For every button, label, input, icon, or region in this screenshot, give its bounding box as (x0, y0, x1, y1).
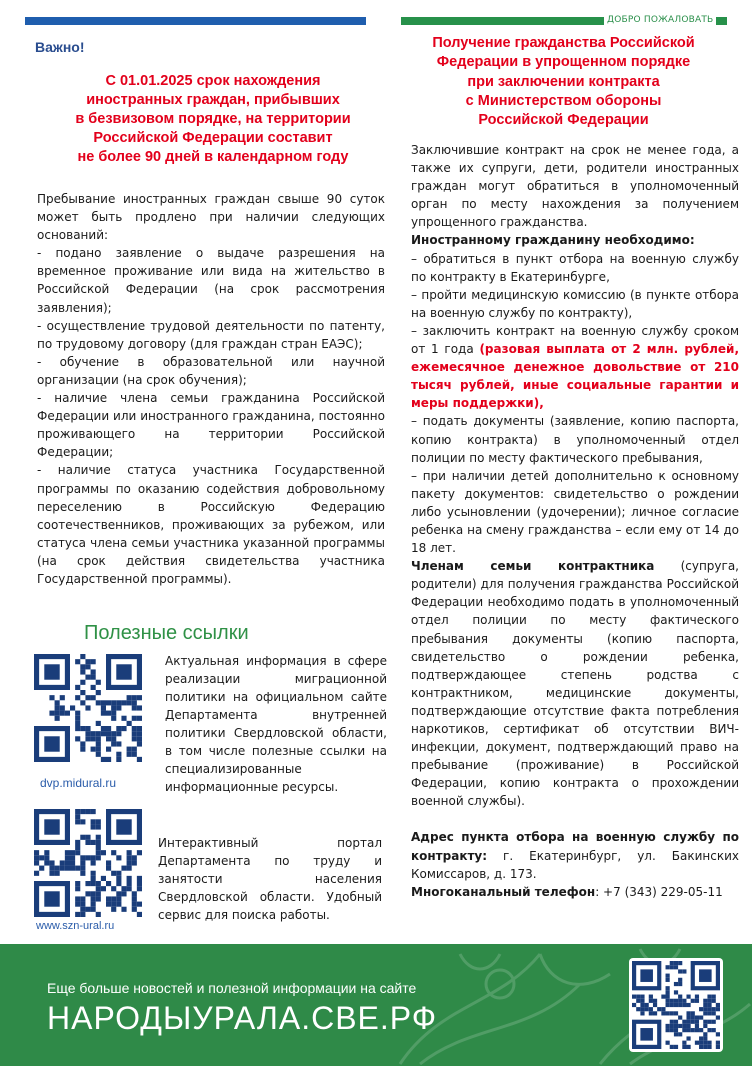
title-line: Федерации в упрощенном порядке (436, 54, 691, 71)
phone-label: Многоканальный телефон (411, 884, 596, 899)
qr-code-footer[interactable] (629, 958, 723, 1052)
step (411, 322, 739, 412)
step-text: – заключить контракт на военную службу сроком от 1 года (411, 323, 739, 357)
footer-site-link[interactable]: НАРОДЫУРАЛА.СВЕ.РФ (47, 1000, 438, 1036)
link-szn-ural[interactable]: www.szn-ural.ru (36, 920, 115, 932)
paragraph: - осуществление трудовой деятельности по патенту, по трудовому договору (для граждан стран ЕАЭС); (37, 318, 385, 351)
important-heading: Важно! (35, 39, 85, 55)
useful-links-title: Полезные ссылки (84, 622, 249, 644)
phone-value: : +7 (343) 229-05-11 (595, 884, 723, 899)
address-label: Адрес пункта отбора на военную службу по контракту: (411, 830, 739, 863)
citizenship-text (411, 141, 739, 901)
title-line: Получение гражданства Российской (432, 35, 695, 51)
step: – обратиться в пункт отбора на военную службу по контракту в Екатеринбурге, (411, 251, 739, 284)
top-blue-bar (25, 17, 366, 25)
qr-code-szn[interactable] (34, 809, 142, 917)
family-paragraph (411, 557, 739, 810)
link-description: Актуальная информация в сфере реализации миграционной политики на официальном сайте Департамента внутренней политики Свердловской области, в том числе полезные ссылки на специализированные информационные ресурсы. (165, 654, 387, 794)
intro-paragraph: Заключившие контракт на срок не менее года, а также их супруги, дети, родители иностранных граждан могут обратиться в уполномоченный орган по месту нахождения за получением упрощенного гражданства. (411, 143, 739, 230)
paragraph: - подано заявление о выдаче разрешения на временное проживание или вида на жительство в Российской Федерации (на срок рассмотрения заявления); (37, 246, 385, 315)
link-description: Интерактивный портал Департамента по труду и занятости населения Свердловской области. Удобный сервис для поиска работы. (158, 836, 382, 922)
link-dvp-midural[interactable]: dvp.midural.ru (40, 776, 117, 790)
family-text: (супруга, родители) для получения гражданства Российской Федерации необходимо подать в уполномоченный отдел полиции по месту фактического пребывания документы (копию паспорта, свидетельство о рождении ребенка, подтверждающее степень родства с контрактником, медицинские документы, подтверждающие отсутствие факта потребления наркотиков, сертификат об отсутствии ВИЧ-инфекции, документ, подтверждающий право на пребывание (проживание) в Российской Федерации, копию контракта о прохождении военной службы). (411, 559, 739, 809)
address-paragraph (411, 828, 739, 882)
step: – пройти медицинскую комиссию (в пункте отбора на военную службу по контракту), (411, 287, 739, 320)
warning-line: в безвизовом порядке, на территории (75, 111, 351, 127)
paragraph: - наличие статуса участника Государственной программы по оказанию содействия добровольному переселению в Российскую Федерацию соотечественников, проживающих за рубежом, или статуса члена семьи участника указанной программы (на срок действия свидетельства участника Государственной программы). (37, 463, 385, 586)
paragraph: Пребывание иностранных граждан свыше 90 суток может быть продлено при наличии следующих оснований: (37, 192, 385, 243)
footer-caption: Еще больше новостей и полезной информации на сайте (47, 980, 417, 996)
title-line: при заключении контракта (467, 73, 660, 90)
comma: , (539, 396, 544, 411)
payment-highlight: (разовая выплата от 2 млн. рублей, ежемесячное денежное довольствие от 210 тысяч рублей, иные социальные гарантии и меры поддержки) (411, 342, 739, 411)
address-value: г. Екатеринбург, ул. Бакинских Комиссаров, д. 173. (411, 848, 739, 881)
warning-heading (38, 72, 388, 167)
title-line: Российской Федерации (478, 112, 649, 129)
family-label: Членам семьи контрактника (411, 559, 655, 574)
extension-grounds-text (37, 190, 385, 588)
requirements-heading: Иностранному гражданину необходимо: (411, 233, 695, 248)
qr-code-dvp[interactable] (34, 654, 142, 762)
warning-line: иностранных граждан, прибывших (86, 92, 340, 108)
paragraph: - обучение в образовательной или научной организации (на срок обучения); (37, 354, 385, 387)
paragraph: - наличие члена семьи гражданина Российской Федерации или иностранного гражданина, постоянно проживающего на территории Российской Федерации; (37, 391, 385, 460)
welcome-label: ДОБРО ПОЖАЛОВАТЬ (604, 15, 716, 25)
warning-line: С 01.01.2025 срок нахождения (105, 73, 321, 89)
step: – при наличии детей дополнительно к основному пакету документов: свидетельство о рождении либо усыновлении (удочерении); личное согласие ребенка на смену гражданства – если ему от 14 до 18 лет. (411, 468, 739, 556)
step: – подать документы (заявление, копию паспорта, копию контракта) в уполномоченный отдел полиции по месту фактического пребывания, (411, 414, 739, 465)
warning-line: не более 90 дней в календарном году (77, 149, 349, 165)
phone-paragraph (411, 883, 739, 901)
warning-line: Российской Федерации составит (93, 130, 333, 146)
citizenship-title (405, 34, 722, 130)
title-line: с Министерством обороны (465, 92, 662, 109)
